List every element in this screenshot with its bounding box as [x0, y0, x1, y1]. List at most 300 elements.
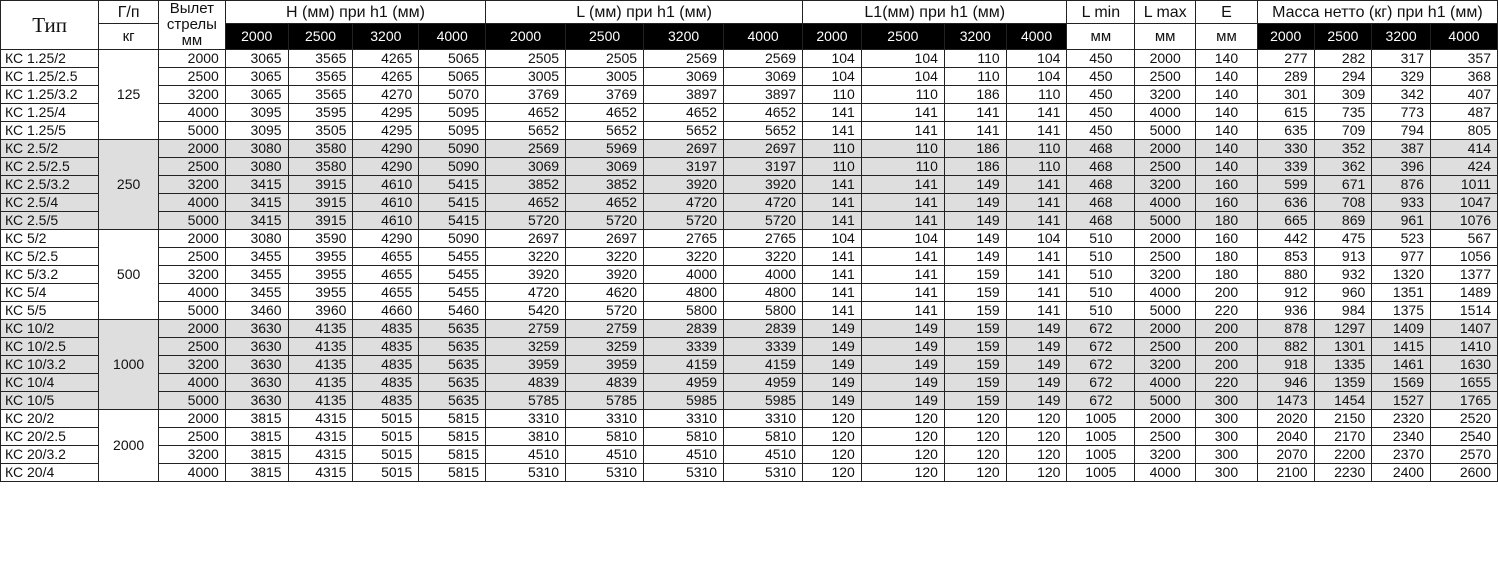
- h-h1-2000: 2000: [225, 24, 288, 50]
- table-cell: 510: [1067, 248, 1135, 266]
- table-cell: 5000: [158, 212, 225, 230]
- table-cell: 3065: [225, 86, 288, 104]
- table-cell: 2000: [158, 50, 225, 68]
- table-cell: 3069: [486, 158, 566, 176]
- table-cell: 2000: [1135, 320, 1196, 338]
- table-cell: 141: [1006, 104, 1067, 122]
- table-cell: 110: [803, 158, 862, 176]
- table-cell: 110: [803, 86, 862, 104]
- table-cell: 3565: [288, 86, 353, 104]
- table-cell: 396: [1372, 158, 1431, 176]
- capacity-cell: 1000: [99, 320, 159, 410]
- type-cell: КС 20/2: [1, 410, 99, 428]
- table-cell: 5720: [486, 212, 566, 230]
- table-row: [1, 428, 1498, 446]
- table-cell: 120: [1006, 446, 1067, 464]
- table-cell: 120: [861, 410, 944, 428]
- table-cell: 141: [861, 176, 944, 194]
- table-cell: 120: [803, 446, 862, 464]
- table-cell: 5090: [419, 140, 486, 158]
- table-cell: 104: [1006, 68, 1067, 86]
- table-cell: 4000: [158, 464, 225, 482]
- table-cell: 141: [861, 284, 944, 302]
- table-cell: 4800: [724, 284, 803, 302]
- table-cell: 5785: [486, 392, 566, 410]
- table-cell: 5720: [724, 212, 803, 230]
- table-cell: 159: [944, 320, 1006, 338]
- table-cell: 200: [1196, 356, 1258, 374]
- table-cell: 2600: [1431, 464, 1498, 482]
- table-cell: 2000: [1135, 140, 1196, 158]
- table-cell: 180: [1196, 266, 1258, 284]
- table-cell: 1527: [1372, 392, 1431, 410]
- table-cell: 635: [1257, 122, 1314, 140]
- table-cell: 149: [803, 338, 862, 356]
- table-cell: 672: [1067, 374, 1135, 392]
- table-cell: 3200: [158, 446, 225, 464]
- table-cell: 149: [1006, 392, 1067, 410]
- table-cell: 2020: [1257, 410, 1314, 428]
- capacity-cell: 250: [99, 140, 159, 230]
- table-cell: 523: [1372, 230, 1431, 248]
- table-cell: 936: [1257, 302, 1314, 320]
- table-cell: 4720: [724, 194, 803, 212]
- table-cell: 487: [1431, 104, 1498, 122]
- table-cell: 110: [803, 140, 862, 158]
- table-cell: 180: [1196, 248, 1258, 266]
- table-cell: 5095: [419, 122, 486, 140]
- table-cell: 5720: [566, 302, 644, 320]
- table-row: [1, 140, 1498, 158]
- table-cell: 4265: [353, 68, 419, 86]
- table-cell: 3197: [724, 158, 803, 176]
- table-cell: 3630: [225, 392, 288, 410]
- table-cell: 984: [1314, 302, 1372, 320]
- h-group-header: H (мм) при h1 (мм): [225, 1, 485, 24]
- type-cell: КС 10/3.2: [1, 356, 99, 374]
- capacity-unit: кг: [99, 24, 159, 50]
- table-cell: 4315: [288, 428, 353, 446]
- type-cell: КС 5/2.5: [1, 248, 99, 266]
- table-cell: 5000: [1135, 392, 1196, 410]
- table-cell: 1461: [1372, 356, 1431, 374]
- table-cell: 3505: [288, 122, 353, 140]
- table-cell: 5810: [644, 428, 724, 446]
- table-cell: 149: [1006, 320, 1067, 338]
- table-cell: 1005: [1067, 428, 1135, 446]
- table-cell: 141: [861, 212, 944, 230]
- table-cell: 3852: [486, 176, 566, 194]
- table-cell: 442: [1257, 230, 1314, 248]
- table-cell: 2697: [486, 230, 566, 248]
- table-cell: 1765: [1431, 392, 1498, 410]
- table-cell: 3310: [566, 410, 644, 428]
- type-cell: КС 20/4: [1, 464, 99, 482]
- table-cell: 140: [1196, 86, 1258, 104]
- table-cell: 5065: [419, 68, 486, 86]
- table-cell: 110: [1006, 158, 1067, 176]
- type-cell: КС 5/3.2: [1, 266, 99, 284]
- table-cell: 3815: [225, 410, 288, 428]
- table-cell: 4135: [288, 374, 353, 392]
- table-cell: 3455: [225, 266, 288, 284]
- l1-h1-2500: 2500: [861, 24, 944, 50]
- table-cell: 149: [944, 212, 1006, 230]
- table-cell: 1056: [1431, 248, 1498, 266]
- table-cell: 4000: [158, 374, 225, 392]
- table-cell: 5800: [724, 302, 803, 320]
- table-cell: 4295: [353, 122, 419, 140]
- table-cell: 149: [1006, 356, 1067, 374]
- table-cell: 450: [1067, 50, 1135, 68]
- table-cell: 141: [861, 302, 944, 320]
- table-cell: 141: [1006, 194, 1067, 212]
- table-cell: 2230: [1314, 464, 1372, 482]
- table-cell: 120: [1006, 464, 1067, 482]
- table-cell: 932: [1314, 266, 1372, 284]
- table-cell: 2839: [724, 320, 803, 338]
- table-row: [1, 446, 1498, 464]
- reach-header-unit: мм: [181, 32, 203, 49]
- table-cell: 4652: [486, 194, 566, 212]
- table-cell: 3220: [486, 248, 566, 266]
- table-cell: 3920: [644, 176, 724, 194]
- l-group-header: L (мм) при h1 (мм): [486, 1, 803, 24]
- table-cell: 5455: [419, 248, 486, 266]
- table-cell: 3897: [724, 86, 803, 104]
- table-cell: 4315: [288, 446, 353, 464]
- table-cell: 4000: [1135, 374, 1196, 392]
- table-cell: 1005: [1067, 464, 1135, 482]
- table-cell: 4655: [353, 266, 419, 284]
- table-cell: 2569: [724, 50, 803, 68]
- table-cell: 672: [1067, 392, 1135, 410]
- table-cell: 5985: [644, 392, 724, 410]
- table-cell: 141: [861, 104, 944, 122]
- table-cell: 4652: [486, 104, 566, 122]
- table-cell: 110: [1006, 86, 1067, 104]
- table-cell: 3960: [288, 302, 353, 320]
- table-cell: 2697: [644, 140, 724, 158]
- table-row: [1, 392, 1498, 410]
- table-cell: 4290: [353, 140, 419, 158]
- table-cell: 149: [944, 230, 1006, 248]
- table-cell: 141: [1006, 122, 1067, 140]
- table-cell: 2759: [566, 320, 644, 338]
- table-cell: 5415: [419, 194, 486, 212]
- table-cell: 4655: [353, 248, 419, 266]
- table-cell: 186: [944, 140, 1006, 158]
- table-cell: 5000: [158, 302, 225, 320]
- table-cell: 120: [944, 446, 1006, 464]
- type-cell: КС 1.25/5: [1, 122, 99, 140]
- capacity-header: Г/п: [99, 1, 159, 24]
- table-cell: 120: [861, 428, 944, 446]
- table-cell: 880: [1257, 266, 1314, 284]
- table-cell: 149: [1006, 338, 1067, 356]
- table-cell: 665: [1257, 212, 1314, 230]
- type-header: Тип: [1, 1, 99, 50]
- table-cell: 869: [1314, 212, 1372, 230]
- table-cell: 5635: [419, 374, 486, 392]
- table-cell: 805: [1431, 122, 1498, 140]
- table-cell: 1005: [1067, 410, 1135, 428]
- table-cell: 5000: [1135, 212, 1196, 230]
- table-cell: 3920: [486, 266, 566, 284]
- type-cell: КС 20/3.2: [1, 446, 99, 464]
- table-cell: 104: [803, 230, 862, 248]
- table-cell: 2500: [158, 248, 225, 266]
- table-cell: 5090: [419, 230, 486, 248]
- table-cell: 120: [861, 446, 944, 464]
- table-cell: 4835: [353, 320, 419, 338]
- type-cell: КС 2.5/2: [1, 140, 99, 158]
- table-cell: 2570: [1431, 446, 1498, 464]
- table-cell: 3095: [225, 104, 288, 122]
- table-cell: 282: [1314, 50, 1372, 68]
- table-cell: 141: [803, 176, 862, 194]
- table-cell: 2520: [1431, 410, 1498, 428]
- table-cell: 2500: [1135, 428, 1196, 446]
- table-cell: 4315: [288, 410, 353, 428]
- table-cell: 636: [1257, 194, 1314, 212]
- table-cell: 4839: [486, 374, 566, 392]
- table-row: [1, 158, 1498, 176]
- table-cell: 4290: [353, 230, 419, 248]
- table-cell: 141: [944, 104, 1006, 122]
- table-cell: 368: [1431, 68, 1498, 86]
- table-cell: 5015: [353, 446, 419, 464]
- table-cell: 3200: [158, 86, 225, 104]
- table-cell: 4000: [1135, 104, 1196, 122]
- table-cell: 1454: [1314, 392, 1372, 410]
- table-cell: 2500: [1135, 68, 1196, 86]
- table-cell: 3455: [225, 284, 288, 302]
- table-cell: 5415: [419, 212, 486, 230]
- table-row: [1, 212, 1498, 230]
- table-cell: 4265: [353, 50, 419, 68]
- table-cell: 2505: [566, 50, 644, 68]
- table-cell: 853: [1257, 248, 1314, 266]
- table-cell: 141: [803, 284, 862, 302]
- table-cell: 4135: [288, 356, 353, 374]
- table-cell: 4652: [644, 104, 724, 122]
- capacity-cell: 125: [99, 50, 159, 140]
- table-cell: 450: [1067, 86, 1135, 104]
- table-row: [1, 68, 1498, 86]
- table-cell: 3415: [225, 194, 288, 212]
- reach-header-line1: Вылет: [169, 0, 215, 17]
- table-cell: 3630: [225, 320, 288, 338]
- table-cell: 2765: [644, 230, 724, 248]
- table-cell: 2100: [1257, 464, 1314, 482]
- table-cell: 1415: [1372, 338, 1431, 356]
- table-cell: 2000: [158, 140, 225, 158]
- table-cell: 149: [861, 374, 944, 392]
- table-cell: 159: [944, 302, 1006, 320]
- table-cell: 3920: [566, 266, 644, 284]
- table-cell: 3815: [225, 446, 288, 464]
- table-cell: 1377: [1431, 266, 1498, 284]
- table-cell: 141: [861, 194, 944, 212]
- lmin-unit: мм: [1067, 24, 1135, 50]
- l1-group-header: L1(мм) при h1 (мм): [803, 1, 1067, 24]
- table-cell: 120: [803, 428, 862, 446]
- table-cell: 200: [1196, 284, 1258, 302]
- table-cell: 2320: [1372, 410, 1431, 428]
- h-h1-4000: 4000: [419, 24, 486, 50]
- table-cell: 4000: [1135, 284, 1196, 302]
- table-cell: 160: [1196, 230, 1258, 248]
- table-cell: 2505: [486, 50, 566, 68]
- table-cell: 672: [1067, 338, 1135, 356]
- table-cell: 149: [1006, 374, 1067, 392]
- table-cell: 159: [944, 338, 1006, 356]
- table-cell: 120: [944, 410, 1006, 428]
- table-cell: 2000: [158, 410, 225, 428]
- table-cell: 424: [1431, 158, 1498, 176]
- table-cell: 2000: [1135, 410, 1196, 428]
- table-cell: 961: [1372, 212, 1431, 230]
- table-cell: 220: [1196, 374, 1258, 392]
- table-cell: 5815: [419, 428, 486, 446]
- table-cell: 149: [861, 338, 944, 356]
- table-cell: 277: [1257, 50, 1314, 68]
- table-cell: 141: [1006, 248, 1067, 266]
- table-cell: 468: [1067, 194, 1135, 212]
- table-cell: 3565: [288, 68, 353, 86]
- table-cell: 2000: [158, 320, 225, 338]
- table-cell: 4510: [486, 446, 566, 464]
- table-cell: 3310: [486, 410, 566, 428]
- table-cell: 141: [803, 104, 862, 122]
- table-cell: 200: [1196, 320, 1258, 338]
- table-cell: 141: [803, 302, 862, 320]
- table-cell: 357: [1431, 50, 1498, 68]
- table-cell: 5635: [419, 392, 486, 410]
- table-cell: 120: [861, 464, 944, 482]
- table-cell: 3955: [288, 284, 353, 302]
- table-cell: 977: [1372, 248, 1431, 266]
- table-cell: 2000: [1135, 230, 1196, 248]
- table-row: [1, 284, 1498, 302]
- type-cell: КС 5/2: [1, 230, 99, 248]
- table-cell: 5415: [419, 176, 486, 194]
- table-cell: 294: [1314, 68, 1372, 86]
- table-cell: 468: [1067, 140, 1135, 158]
- mass-h1-4000: 4000: [1431, 24, 1498, 50]
- lmax-header: L max: [1135, 1, 1196, 24]
- table-cell: 3565: [288, 50, 353, 68]
- table-cell: 946: [1257, 374, 1314, 392]
- type-cell: КС 5/5: [1, 302, 99, 320]
- table-cell: 450: [1067, 104, 1135, 122]
- table-cell: 4835: [353, 338, 419, 356]
- l1-h1-3200: 3200: [944, 24, 1006, 50]
- table-cell: 3915: [288, 212, 353, 230]
- table-cell: 3069: [566, 158, 644, 176]
- table-cell: 2070: [1257, 446, 1314, 464]
- table-cell: 708: [1314, 194, 1372, 212]
- table-cell: 149: [803, 374, 862, 392]
- table-cell: 4290: [353, 158, 419, 176]
- table-cell: 5070: [419, 86, 486, 104]
- type-cell: КС 2.5/3.2: [1, 176, 99, 194]
- table-cell: 1351: [1372, 284, 1431, 302]
- type-cell: КС 10/5: [1, 392, 99, 410]
- table-cell: 3959: [566, 356, 644, 374]
- table-cell: 1409: [1372, 320, 1431, 338]
- table-cell: 120: [803, 464, 862, 482]
- table-cell: 4660: [353, 302, 419, 320]
- table-cell: 5090: [419, 158, 486, 176]
- table-cell: 5652: [644, 122, 724, 140]
- table-cell: 2839: [644, 320, 724, 338]
- table-cell: 3259: [566, 338, 644, 356]
- table-cell: 1410: [1431, 338, 1498, 356]
- table-cell: 1630: [1431, 356, 1498, 374]
- table-cell: 140: [1196, 104, 1258, 122]
- table-cell: 2400: [1372, 464, 1431, 482]
- table-cell: 104: [803, 68, 862, 86]
- table-cell: 2000: [1135, 50, 1196, 68]
- table-cell: 794: [1372, 122, 1431, 140]
- table-cell: 672: [1067, 356, 1135, 374]
- table-cell: 159: [944, 284, 1006, 302]
- table-cell: 4652: [566, 104, 644, 122]
- table-cell: 2500: [158, 428, 225, 446]
- table-cell: 5000: [1135, 122, 1196, 140]
- table-cell: 160: [1196, 176, 1258, 194]
- table-cell: 5455: [419, 284, 486, 302]
- table-cell: 5420: [486, 302, 566, 320]
- table-cell: 4610: [353, 212, 419, 230]
- table-cell: 339: [1257, 158, 1314, 176]
- table-cell: 186: [944, 158, 1006, 176]
- table-cell: 3630: [225, 356, 288, 374]
- table-cell: 3200: [1135, 356, 1196, 374]
- table-cell: 3460: [225, 302, 288, 320]
- type-cell: КС 10/4: [1, 374, 99, 392]
- table-row: [1, 230, 1498, 248]
- table-body: [1, 50, 1498, 482]
- table-cell: 3595: [288, 104, 353, 122]
- table-cell: 3590: [288, 230, 353, 248]
- table-cell: 3259: [486, 338, 566, 356]
- table-cell: 1005: [1067, 446, 1135, 464]
- table-cell: 709: [1314, 122, 1372, 140]
- table-cell: 1655: [1431, 374, 1498, 392]
- table-cell: 4720: [644, 194, 724, 212]
- table-row: [1, 320, 1498, 338]
- table-cell: 149: [803, 320, 862, 338]
- table-cell: 918: [1257, 356, 1314, 374]
- table-cell: 5000: [158, 122, 225, 140]
- table-cell: 3580: [288, 140, 353, 158]
- table-cell: 3455: [225, 248, 288, 266]
- table-cell: 104: [861, 68, 944, 86]
- table-cell: 140: [1196, 50, 1258, 68]
- type-cell: КС 10/2.5: [1, 338, 99, 356]
- table-cell: 159: [944, 266, 1006, 284]
- table-row: [1, 122, 1498, 140]
- table-cell: 2500: [158, 158, 225, 176]
- table-cell: 4270: [353, 86, 419, 104]
- table-cell: 876: [1372, 176, 1431, 194]
- table-cell: 300: [1196, 428, 1258, 446]
- table-cell: 882: [1257, 338, 1314, 356]
- table-cell: 5310: [566, 464, 644, 482]
